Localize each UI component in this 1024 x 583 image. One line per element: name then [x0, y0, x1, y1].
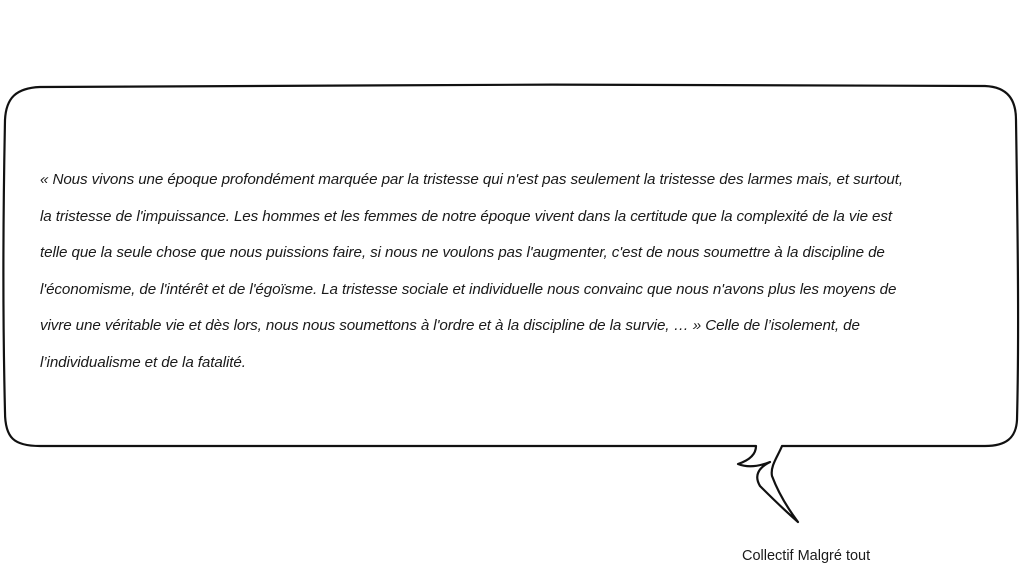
quote-attribution: Collectif Malgré tout: [742, 548, 871, 564]
quote-line: « Nous vivons une époque profondément marquée par la tristesse qui n'est pas seulement la tristesse des larmes mais, et surtout,: [40, 171, 903, 188]
quote-line: l’individualisme et de la fatalité.: [40, 353, 246, 371]
quote-text: [40, 162, 980, 381]
quote-line: la tristesse de l'impuissance. Les hommes et les femmes de notre époque vivent dans la certitude que la complexité de la vie est: [40, 207, 893, 225]
quote-line: telle que la seule chose que nous puissions faire, si nous ne voulons pas l'augmenter, c'est de nous soumettre à la discipline de: [40, 244, 885, 261]
quote-line: vivre une véritable vie et dès lors, nous nous soumettons à l'ordre et à la discipline de la survie, … » Celle de l’isolement, de: [40, 317, 860, 334]
quote-line: l'économisme, de l'intérêt et de l'égoïsme. La tristesse sociale et individuelle nous convainc que nous n'avons plus les moyens de: [40, 280, 897, 298]
